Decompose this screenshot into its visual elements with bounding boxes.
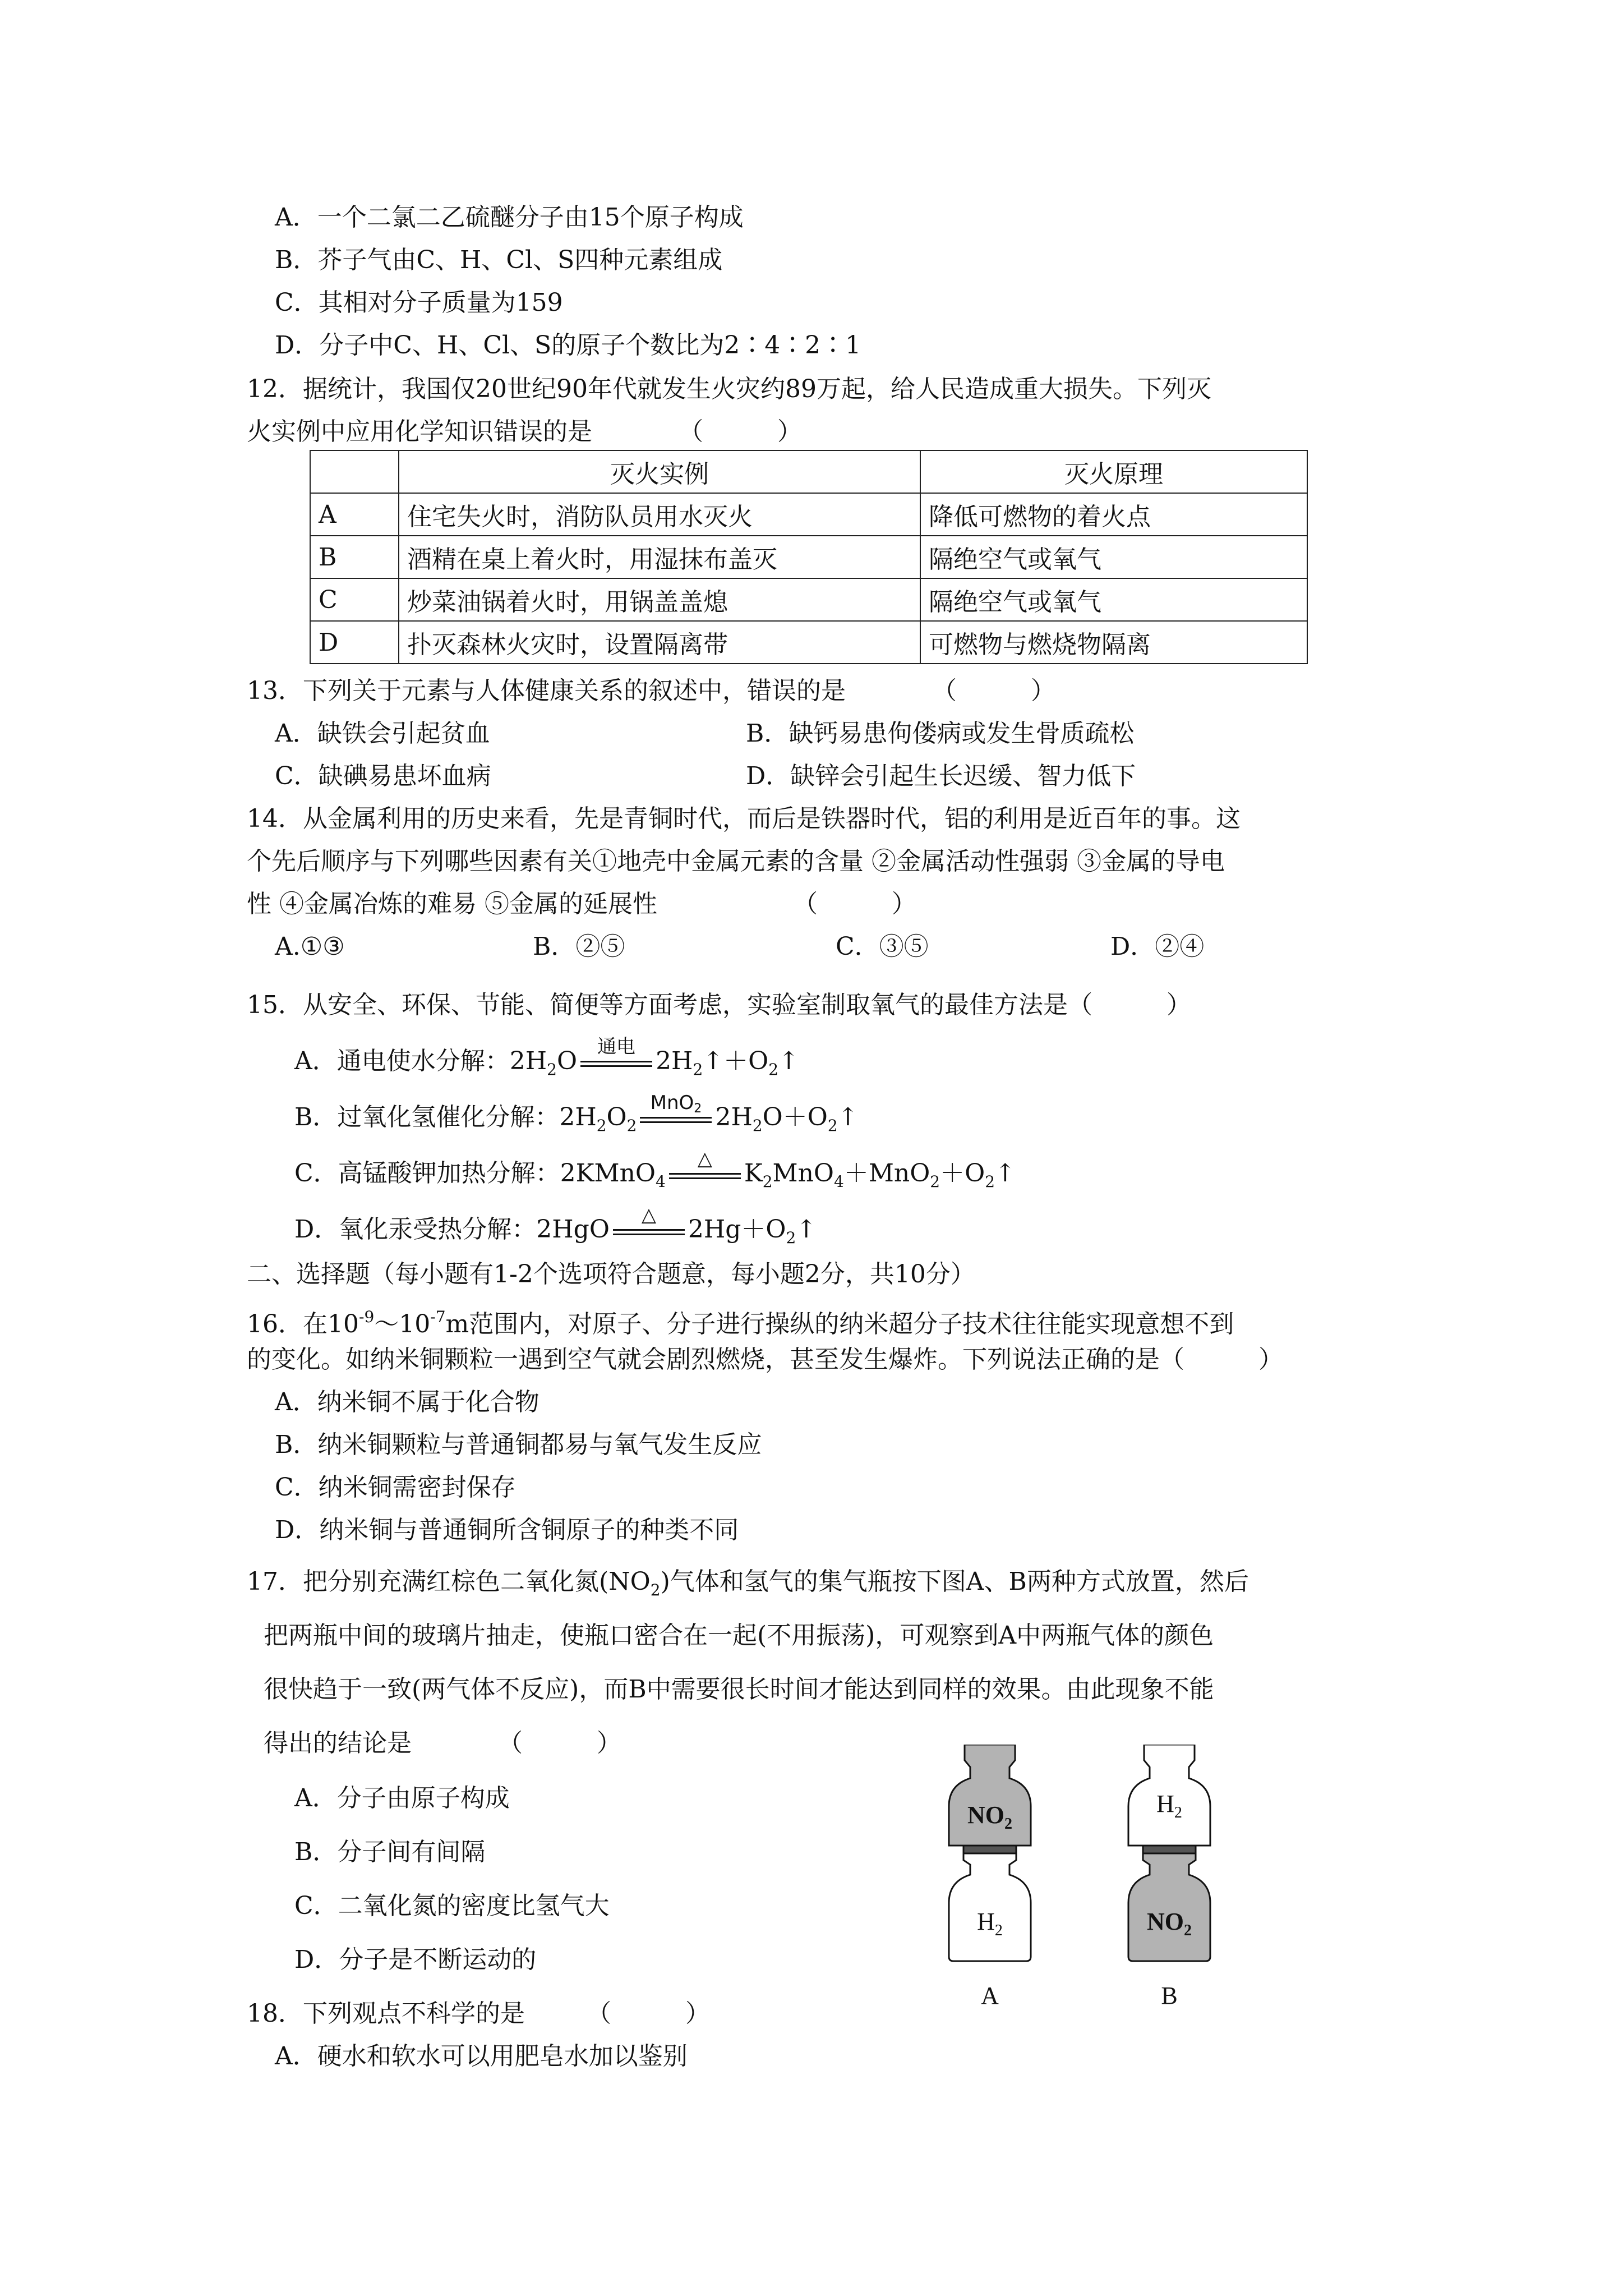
- condition-label: △: [641, 1203, 656, 1226]
- q12-stem-line1: 12．据统计，我国仅20世纪90年代就发生火灾约89万起，给人民造成重大损失。下列灭: [247, 375, 1211, 403]
- q17-stem-line4: 得出的结论是 （ ）: [264, 1729, 621, 1757]
- bottle-label-h2: $H_2$: [1156, 1790, 1182, 1821]
- q17-option-d: D．分子是不断运动的: [294, 1945, 537, 1974]
- table-cell: 酒精在桌上着火时，用湿抹布盖灭: [399, 536, 920, 578]
- q14-option-a: A.①③: [275, 932, 345, 961]
- section-heading: 二、选择题（每小题有1-2个选项符合题意，每小题2分，共10分）: [247, 1260, 975, 1289]
- q17-stem-line1: 17．把分别充满红棕色二氧化氮$(NO_2)$气体和氢气的集气瓶按下图A、B两种方式放置，然后: [247, 1567, 1249, 1599]
- q13-option-d: D．缺锌会引起生长迟缓、智力低下: [746, 762, 1136, 790]
- reaction-condition: [666, 1147, 744, 1186]
- q16-option-d: D．纳米铜与普通铜所含铜原子的种类不同: [275, 1516, 739, 1544]
- table-cell: A: [310, 493, 399, 536]
- q16-option-c: C．纳米铜需密封保存: [275, 1473, 516, 1502]
- table-row: [310, 621, 1307, 664]
- q11-option-a: A．一个二氯二乙硫醚分子由15个原子构成: [275, 203, 744, 232]
- q17-option-a: A．分子由原子构成: [294, 1784, 510, 1812]
- reaction-condition: [637, 1091, 715, 1130]
- q14-stem-line2: 个先后顺序与下列哪些因素有关①地壳中金属元素的含量 ②金属活动性强弱 ③金属的导电: [247, 847, 1225, 876]
- table-header-cell: 灭火原理: [920, 450, 1307, 493]
- figure-label-b: B: [1161, 1982, 1178, 2009]
- table-cell: 炒菜油锅着火时，用锅盖盖熄: [399, 578, 920, 621]
- q15-option-d-text: D．氧化汞受热分解：: [294, 1215, 537, 1244]
- q16-option-b: B．纳米铜颗粒与普通铜都易与氧气发生反应: [275, 1430, 762, 1459]
- q17-stem-line3: 很快趋于一致(两气体不反应)，而B中需要很长时间才能达到同样的效果。由此现象不能: [264, 1675, 1214, 1704]
- table-cell: C: [310, 578, 399, 621]
- q13-option-c: C．缺碘易患坏血病: [275, 762, 491, 790]
- q13-stem: 13．下列关于元素与人体健康关系的叙述中，错误的是 （ ）: [247, 677, 1055, 705]
- condition-label: MnO2: [650, 1091, 702, 1116]
- fire-table: [310, 450, 1308, 664]
- q13-option-b: B．缺钙易患佝偻病或发生骨质疏松: [746, 719, 1135, 748]
- q11-option-b: B．芥子气由C、H、Cl、S四种元素组成: [275, 246, 723, 274]
- q16-option-a: A．纳米铜不属于化合物: [275, 1388, 540, 1416]
- q18-option-a: A．硬水和软水可以用肥皂水加以鉴别: [275, 2042, 688, 2070]
- q15-option-a: A．通电使水分解：$2H_2O$ 通电 $2H_2↑+O_2↑$: [294, 1035, 799, 1079]
- q14-option-c: C．③⑤: [836, 932, 929, 961]
- reaction-condition: [577, 1035, 656, 1074]
- bottle-label-no2: $NO_2$: [1147, 1908, 1192, 1939]
- figure-label-a: A: [981, 1982, 999, 2009]
- q18-stem: 18．下列观点不科学的是 （ ）: [247, 1999, 710, 2028]
- q15-option-a-text: A．通电使水分解：: [294, 1047, 510, 1075]
- condition-label: △: [697, 1147, 712, 1170]
- q14-option-b: B．②⑤: [533, 932, 625, 961]
- table-row: [310, 493, 1307, 536]
- q15-option-c-text: C．高锰酸钾加热分解：: [294, 1159, 560, 1188]
- q14-option-d: D．②④: [1110, 932, 1205, 961]
- bottle-label-h2: $H_2$: [977, 1908, 1003, 1939]
- q16-stem-line2: 的变化。如纳米铜颗粒一遇到空气就会剧烈燃烧，甚至发生爆炸。下列说法正确的是（ ）: [247, 1345, 1283, 1374]
- table-row: [310, 578, 1307, 621]
- condition-label: 通电: [597, 1035, 636, 1058]
- table-cell: 隔绝空气或氧气: [920, 536, 1307, 578]
- bottle-label-no2: $NO_2$: [967, 1801, 1012, 1833]
- table-header-row: [310, 450, 1307, 493]
- table-header-cell: 灭火实例: [399, 450, 920, 493]
- table-cell: 可燃物与燃烧物隔离: [920, 621, 1307, 664]
- table-cell: 降低可燃物的着火点: [920, 493, 1307, 536]
- q15-option-b-text: B．过氧化氢催化分解：: [294, 1103, 560, 1131]
- table-cell: 扑灭森林火灾时，设置隔离带: [399, 621, 920, 664]
- table-cell: B: [310, 536, 399, 578]
- q15-option-b: B．过氧化氢催化分解：$2H_2O_2$ MnO2 $2H_2O+O_2↑$: [294, 1091, 859, 1135]
- table-cell: 住宅失火时，消防队员用水灭火: [399, 493, 920, 536]
- q16-stem-line1: 16．在$10^{-9}\sim 10^{-7}m$范围内，对原子、分子进行操纵的纳米超分子技术往往能实现意想不到: [247, 1308, 1234, 1338]
- table-header-cell: [310, 450, 399, 493]
- q17-stem-line2: 把两瓶中间的玻璃片抽走，使瓶口密合在一起(不用振荡)，可观察到A中两瓶气体的颜色: [264, 1621, 1214, 1650]
- table-cell: 隔绝空气或氧气: [920, 578, 1307, 621]
- q14-stem-line3: 性 ④金属冶炼的难易 ⑤金属的延展性 （ ）: [247, 890, 916, 918]
- gas-bottles-figure: [931, 1745, 1267, 2014]
- q11-option-c: C．其相对分子质量为159: [275, 288, 563, 317]
- q15-stem: 15．从安全、环保、节能、简便等方面考虑，实验室制取氧气的最佳方法是（ ）: [247, 991, 1191, 1019]
- reaction-condition: [610, 1203, 688, 1243]
- q17-option-c: C．二氧化氮的密度比氢气大: [294, 1892, 610, 1920]
- q12-stem-line2: 火实例中应用化学知识错误的是 （ ）: [247, 417, 802, 446]
- table-cell: D: [310, 621, 399, 664]
- q11-option-d: D．分子中C、H、Cl、S的原子个数比为2∶4∶2∶1: [275, 331, 861, 360]
- q15-option-c: C．高锰酸钾加热分解：2KMnO$_4$ △ $K_2MnO_4+MnO_2+O_2↑$: [294, 1147, 1016, 1191]
- q17-option-b: B．分子间有间隔: [294, 1838, 486, 1866]
- q15-option-d: D．氧化汞受热分解：2HgO △ $2Hg+O_2↑$: [294, 1203, 817, 1247]
- q14-stem-line1: 14．从金属利用的历史来看，先是青铜时代，而后是铁器时代，铝的利用是近百年的事。这: [247, 804, 1241, 833]
- q13-option-a: A．缺铁会引起贫血: [275, 719, 490, 748]
- table-row: [310, 536, 1307, 578]
